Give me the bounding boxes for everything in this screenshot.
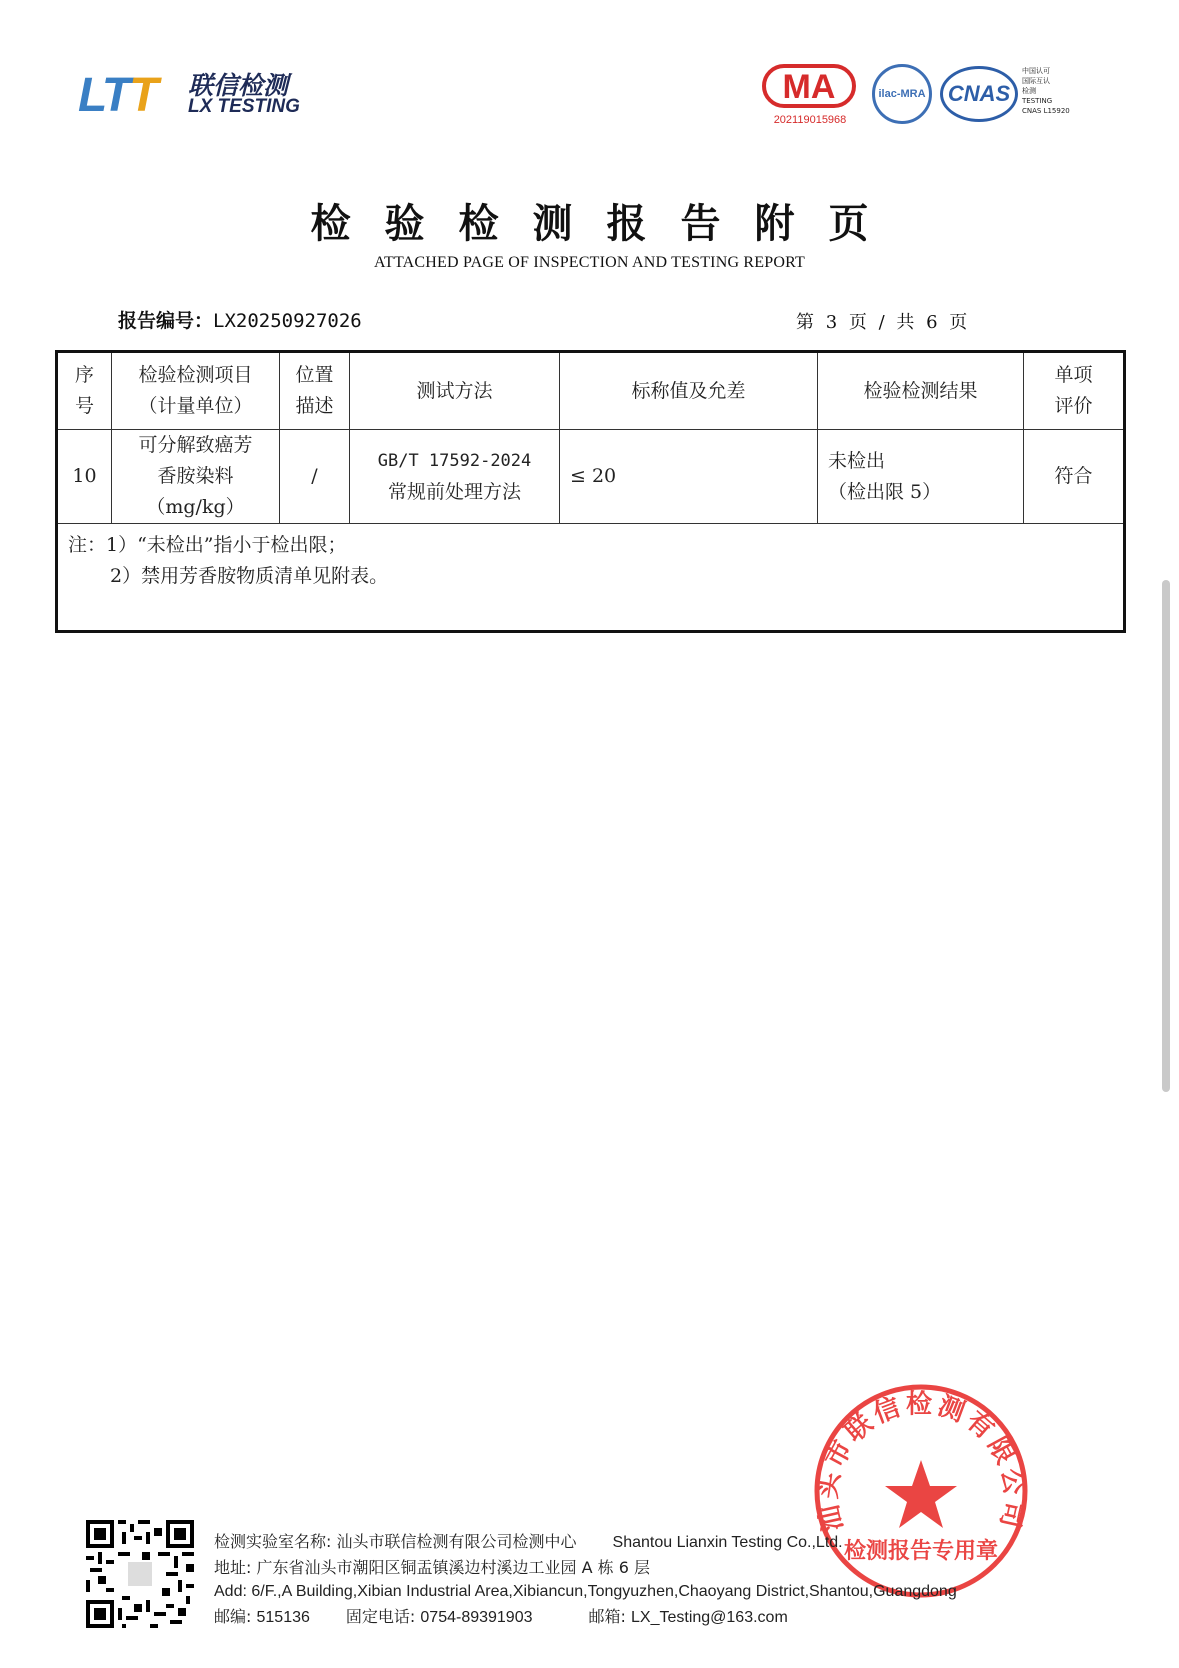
- cma-number: 202119015968: [773, 114, 847, 126]
- table-row: [57, 430, 1125, 524]
- cnas-text-line: TESTING: [1022, 97, 1053, 105]
- header-cell-evaluation: 单项 评价: [1024, 352, 1125, 430]
- cma-logo: MA: [762, 64, 856, 108]
- vertical-scrollbar[interactable]: [1162, 580, 1170, 1092]
- cell-position: /: [280, 430, 350, 524]
- results-table: [55, 350, 1126, 633]
- seal-ring-text: 汕头市联信检测有限公司: [812, 1389, 1030, 1535]
- notes-cell: [57, 524, 1125, 632]
- footer-contact: 邮编: 515136 固定电话: 0754-89391903 邮箱: LX_Testing@163.com: [214, 1606, 788, 1626]
- page-title: 检验检测报告附页: [310, 201, 903, 247]
- cell-item: 可分解致癌芳 香胺染料 （mg/kg）: [112, 430, 280, 524]
- qr-code: [86, 1520, 194, 1628]
- table-header-row: [57, 352, 1125, 430]
- note-line: 注：1）“未检出”指小于检出限；: [68, 534, 347, 556]
- cell-nominal: ≤ 20: [560, 430, 818, 524]
- logo-chinese-name: 联信检测: [188, 71, 289, 100]
- page-indicator: 第 3 页 / 共 6 页: [796, 312, 968, 333]
- report-number-value: LX20250927026: [213, 310, 362, 332]
- cma-certification-mark: [762, 64, 858, 130]
- footer: [214, 1530, 957, 1630]
- cnas-accreditation-text: [1022, 66, 1102, 116]
- header-cell-nominal: 标称值及允差: [560, 352, 818, 430]
- header-cell-no: 序 号: [57, 352, 112, 430]
- cnas-logo: CNAS: [940, 66, 1018, 122]
- logo-mark: LTT: [78, 69, 157, 122]
- table-notes-row: [57, 524, 1125, 632]
- cell-result: 未检出 （检出限 5）: [818, 430, 1024, 524]
- cnas-text-line: 检测: [1022, 87, 1036, 95]
- note-line: 2）禁用芳香胺物质清单见附表。: [110, 565, 389, 587]
- header-cell-method: 测试方法: [350, 352, 560, 430]
- ilac-mra-logo: ilac-MRA: [872, 64, 932, 124]
- footer-address-en: Add: 6/F.,A Building,Xibian Industrial Area,Xibiancun,Tongyuzhen,Chaoyang District,Shantou,Guangdong: [214, 1583, 957, 1600]
- report-number-label: 报告编号：: [118, 310, 214, 332]
- header-cell-item: 检验检测项目 （计量单位）: [112, 352, 280, 430]
- seal-center-text: 检测报告专用章: [843, 1539, 999, 1564]
- cnas-text-line: 国际互认: [1022, 77, 1050, 85]
- footer-lab-name: 检测实验室名称: 汕头市联信检测有限公司检测中心 Shantou Lianxin Testing Co.,Ltd.: [214, 1532, 843, 1551]
- header-cell-position: 位置 描述: [280, 352, 350, 430]
- company-logo: [78, 62, 318, 122]
- logo-english-name: LX TESTING: [188, 96, 300, 117]
- header-cell-result: 检验检测结果: [818, 352, 1024, 430]
- page-subtitle: ATTACHED PAGE OF INSPECTION AND TESTING REPORT: [374, 254, 805, 271]
- cnas-text-line: 中国认可: [1022, 67, 1050, 75]
- cnas-text-line: CNAS L15920: [1022, 107, 1070, 115]
- seal-star-icon: [885, 1460, 957, 1528]
- cell-method: GB/T 17592-2024 常规前处理方法: [350, 430, 560, 524]
- cell-evaluation: 符合: [1024, 430, 1125, 524]
- email-link: LX_Testing@163.com: [631, 1608, 788, 1626]
- report-number: [118, 306, 362, 333]
- footer-address: 地址: 广东省汕头市潮阳区铜盂镇溪边村溪边工业园 A 栋 6 层: [214, 1557, 650, 1577]
- cell-no: 10: [57, 430, 112, 524]
